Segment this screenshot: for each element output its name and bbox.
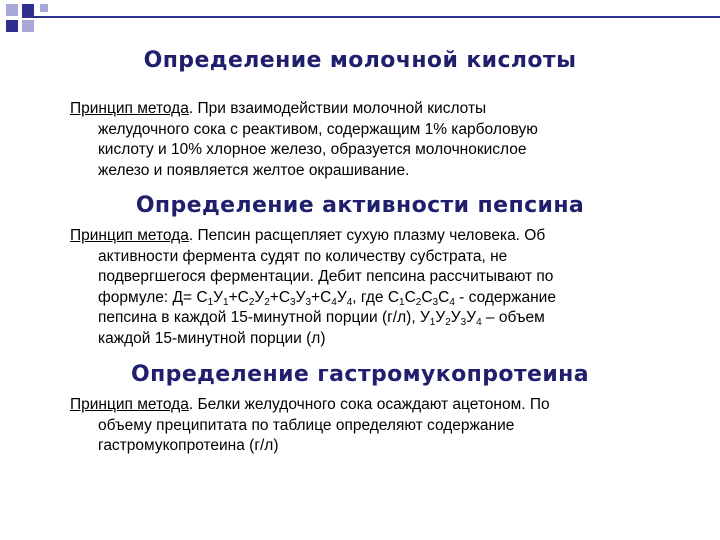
formula-variables: $С_1С_2С_3С_4$ xyxy=(387,288,455,308)
section-title-lactic-acid: Определение молочной кислоты xyxy=(143,48,577,73)
decor-square xyxy=(22,20,34,32)
decor-square xyxy=(6,20,18,32)
method-principle-label: Принцип метода xyxy=(70,396,189,413)
decor-line xyxy=(22,16,720,18)
volume-variables: $У_1У_2У_3У_4$ xyxy=(419,309,482,328)
pepsin-formula: $С_1У_1+С_2У_2+С_3У_3+С_4У_4$ xyxy=(196,288,353,308)
section-title-gastromucoprotein: Определение гастромукопротеина xyxy=(130,362,590,387)
section-text-pepsin: Принцип метода. Пепсин расщепляет сухую плазму человека. Об активности фермента судят по количеству субстрата, не подвергшегося ферментации. Дебит пепсина рассчитывают по формуле: $Д= С_1У_1+С_2У_2+С_3У_3+С_4У_4$, где $С_1С_2С_3С_4$ - содержание пепсина в каждой 15-минутной порции (г/л), $У_1У_2У_3У_4$ – объем каждой 15-минутной порции (л) xyxy=(70,226,660,349)
decor-square xyxy=(40,4,48,12)
section-text-gastromucoprotein: Принцип метода. Белки желудочного сока осаждают ацетоном. По объему преципитата по таблице определяют содержание гастромукопротеина (г/л) xyxy=(70,396,550,454)
header-decoration xyxy=(0,0,720,40)
method-principle-label: Принцип метода xyxy=(70,227,189,244)
section-text-lactic-acid: Принцип метода. При взаимодействии молочной кислоты желудочного сока с реактивом, содержащим 1% карболовую кислоту и 10% хлорное железо, образуется молочнокислое железо и появляется желтое окрашивание. xyxy=(70,100,538,179)
decor-square xyxy=(6,4,18,16)
decor-square xyxy=(22,4,34,16)
method-principle-label: Принцип метода xyxy=(70,100,189,117)
section-title-pepsin: Определение активности пепсина xyxy=(135,193,585,218)
formula-line: формуле: $Д= С_1У_1+С_2У_2+С_3У_3+С_4У_4$, где $С_1С_2С_3С_4$ - содержание xyxy=(98,288,556,308)
